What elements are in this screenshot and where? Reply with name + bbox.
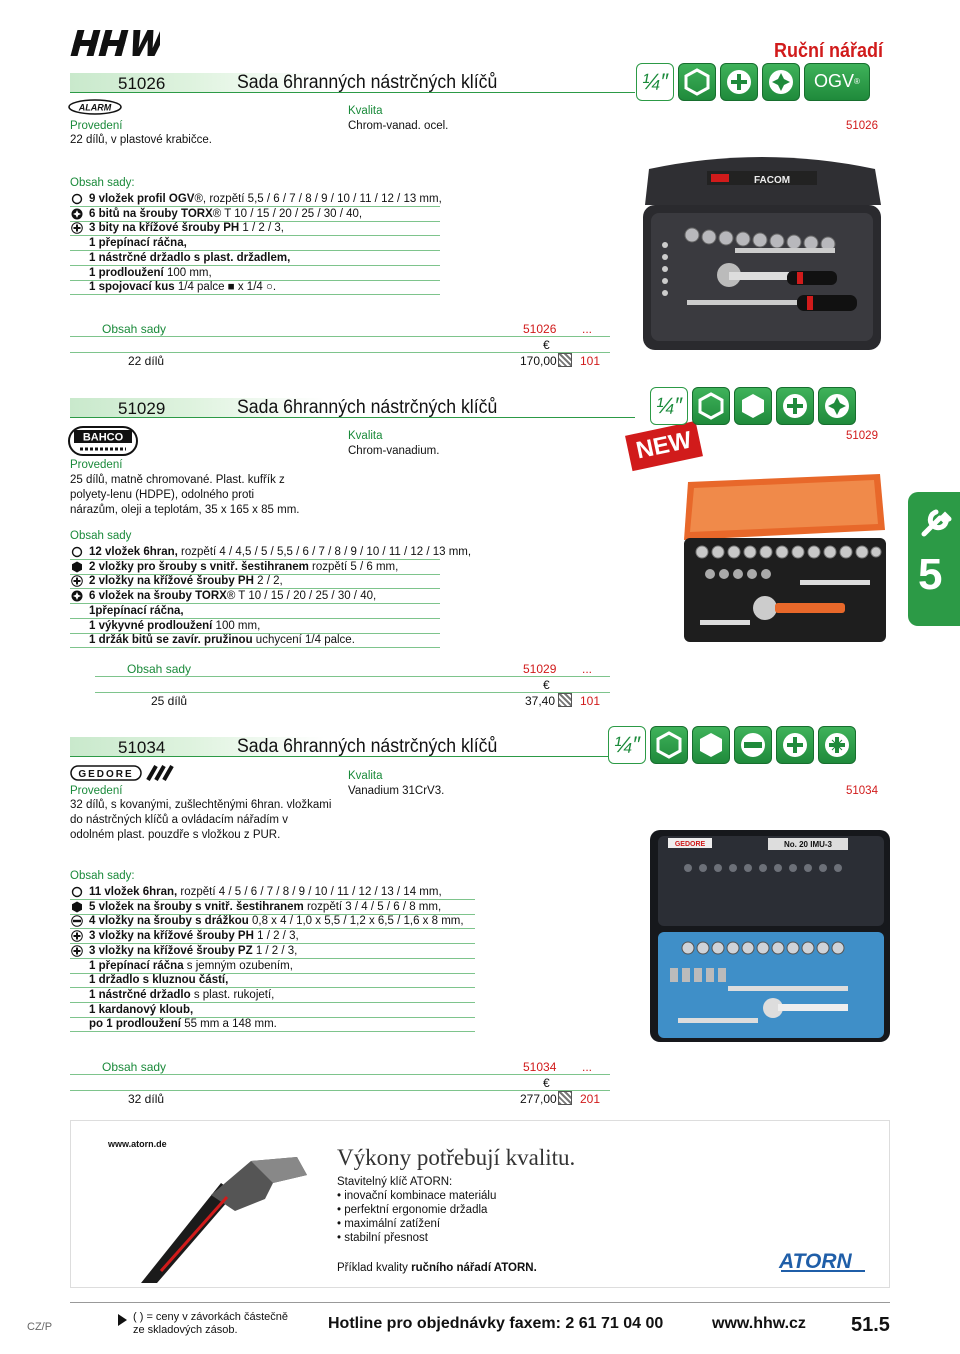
contents-item-rest: 2 / 2, <box>253 575 283 588</box>
hex-socket-icon <box>692 387 730 425</box>
price-group: 101 <box>580 694 601 708</box>
chapter-tab <box>908 492 960 626</box>
bahco-logo <box>68 426 138 456</box>
price: 170,00 <box>520 354 557 368</box>
contents-item-bold: 9 vložek profil OGV <box>89 193 195 205</box>
contents-item-rest: 0,8 x 4 / 1,0 x 5,5 / 1,2 x 6,5 / 1,6 x 8 mm, <box>248 915 464 928</box>
hex-solid-icon <box>734 387 772 425</box>
contents-item-bold: 6 bitů na šrouby TORX <box>89 207 213 220</box>
contents-item-rest: rozpětí 3 / 4 / 5 / 6 / 8 mm, <box>303 900 442 913</box>
facom-case-photo <box>637 145 887 355</box>
divider <box>70 1090 610 1091</box>
contents-item-rest: s plast. rukojetí, <box>190 988 275 1001</box>
contents-item-bold: 1 přepínací ráčna, <box>89 237 187 250</box>
contents-item-rest: 1/4 palce ■ x 1/4 ○. <box>174 281 277 294</box>
contents-item <box>70 900 475 915</box>
product-title: Sada 6hranných nástrčných klíčů <box>237 72 498 93</box>
contents-item <box>70 280 440 295</box>
product-title: Sada 6hranných nástrčných klíčů <box>237 736 498 757</box>
price-head: Obsah sady <box>102 1060 167 1074</box>
contents-item-bold: 11 vložek 6hran, <box>89 886 178 898</box>
contents-item <box>70 207 440 222</box>
contents-item-rest: 1 / 2 / 3, <box>252 944 298 957</box>
contents-item <box>70 619 440 634</box>
divider <box>95 692 610 693</box>
contents-item <box>70 944 475 959</box>
svg-text:BAHCO: BAHCO <box>82 431 124 444</box>
contents-item <box>70 633 440 648</box>
quarter-inch-icon: ¼″ <box>608 726 646 764</box>
kvalita-label: Kvalita <box>348 430 383 442</box>
page-number: 51.5 <box>851 1314 890 1336</box>
divider <box>95 676 610 677</box>
contents-item-bold: 2 vložky pro šrouby s vnitř. šestihranem <box>89 560 309 573</box>
contents-item-bold: 1 držák bitů se zavír. pružinou <box>89 634 253 647</box>
provedeni-text: 22 dílů, v plastové krabičce. <box>70 134 212 146</box>
phillips-icon <box>776 726 814 764</box>
page-footer <box>0 1308 960 1348</box>
price-code: 51029 <box>523 662 557 676</box>
discount-icon <box>558 353 572 367</box>
price-dots: ... <box>582 322 593 336</box>
website: www.hhw.cz <box>712 1315 806 1332</box>
contents-item-bold: 1 přepínací ráčna <box>89 959 184 972</box>
contents-item <box>70 885 475 900</box>
hex-icon <box>71 561 83 573</box>
contents-item-bold: 5 vložek na šrouby s vnitř. šestihranem <box>89 900 304 913</box>
kvalita-label: Kvalita <box>348 105 383 117</box>
new-badge: NEW <box>625 421 703 471</box>
contents-item-bold: 1 nástrčné držadlo <box>89 988 191 1001</box>
contents-item <box>70 959 475 974</box>
contents-item <box>70 589 440 604</box>
contents-item <box>70 914 475 929</box>
gedore-logo <box>70 765 180 781</box>
kvalita-value: Chrom-vanadium. <box>348 445 440 457</box>
contents-item-bold: 1 držadlo s kluznou částí, <box>89 974 229 987</box>
arrow-icon <box>118 1314 127 1326</box>
svg-text:ALARM: ALARM <box>78 102 112 113</box>
contents-item-bold: 1 kardanový kloub, <box>89 1003 194 1016</box>
provedeni-label: Provedení <box>70 459 123 471</box>
ring-icon <box>71 193 83 205</box>
contents-item <box>70 251 440 266</box>
section-title: Ruční nářadí <box>774 40 884 62</box>
quarter-inch-icon: ¼″ <box>650 387 688 425</box>
svg-text:FACOM: FACOM <box>753 175 791 186</box>
product-title: Sada 6hranných nástrčných klíčů <box>237 397 498 418</box>
right-code: 51034 <box>846 785 878 797</box>
contents-item-rest: 100 mm, <box>212 619 261 632</box>
price-code: 51034 <box>523 1060 557 1074</box>
svg-text:GEDORE: GEDORE <box>78 769 134 780</box>
phillips-icon <box>776 387 814 425</box>
phillips-icon <box>71 222 83 234</box>
alarm-logo <box>68 99 122 115</box>
hex-socket-icon <box>678 63 716 101</box>
contents-item <box>70 560 440 575</box>
contents-item <box>70 236 440 251</box>
price-head: Obsah sady <box>102 322 167 336</box>
contents-label: Obsah sady: <box>70 870 135 882</box>
icon-row <box>650 387 856 425</box>
contents-item-rest: s jemným ozubením, <box>183 959 293 972</box>
contents-label: Obsah sady: <box>70 177 135 189</box>
provedeni-label: Provedení <box>70 785 123 797</box>
phillips-icon <box>71 945 83 957</box>
price-dots: ... <box>582 662 593 676</box>
contents-item <box>70 988 475 1003</box>
contents-item-rest: rozpětí 4 / 5 / 6 / 7 / 8 / 9 / 10 / 11 / 12 / 13 / 14 mm, <box>177 886 442 898</box>
ring-icon <box>71 546 83 558</box>
article-number: 51029 <box>118 399 166 418</box>
ad-sub: Stavitelný klíč ATORN: <box>337 1176 453 1188</box>
hex-solid-icon <box>692 726 730 764</box>
phillips-icon <box>71 575 83 587</box>
contents-item-rest: uchycení 1/4 palce. <box>252 634 355 647</box>
contents-item-bold: 3 bity na křížové šrouby PH <box>89 222 240 235</box>
provedeni-text: 25 dílů, matně chromované. Plast. kufřík z polyety-lenu (HDPE), odolného proti nárazům, oleji a teplotám, 35 x 165 x 85 mm. <box>70 474 300 516</box>
provedeni-label: Provedení <box>70 120 123 132</box>
contents-item <box>70 1017 475 1032</box>
wrench-image <box>101 1153 321 1285</box>
price-group: 101 <box>580 354 601 368</box>
contents-item-bold: 1přepínací ráčna, <box>89 604 184 617</box>
slot-icon <box>734 726 772 764</box>
contents-item <box>70 221 440 236</box>
right-code: 51029 <box>846 430 878 442</box>
contents-item-rest: 1 / 2 / 3, <box>253 930 299 943</box>
pieces: 32 dílů <box>128 1092 165 1106</box>
contents-item <box>70 266 440 281</box>
contents-item-bold: 4 vložky na šrouby s drážkou <box>89 915 249 928</box>
footer-note: ( ) = ceny v závorkách částečně ze skladových zásob. <box>133 1311 288 1336</box>
torx-icon <box>818 387 856 425</box>
quarter-inch-icon: ¼″ <box>636 63 674 101</box>
hex-socket-icon <box>650 726 688 764</box>
icon-row <box>636 63 870 101</box>
contents-item-bold: 3 vložky na křížové šrouby PH <box>89 930 254 943</box>
kvalita-value: Vanadium 31CrV3. <box>348 785 445 797</box>
contents-item-rest: 1 / 2 / 3, <box>239 222 284 235</box>
discount-icon <box>558 1091 572 1105</box>
contents-item <box>70 929 475 944</box>
bahco-case-photo <box>680 470 890 648</box>
provedeni-text: 32 dílů, s kovanými, zušlechtěnými 6hran. vložkami do nástrčných klíčů a ovládacím nářadím v odolném plast. pouzdře s vložkou z PUR. <box>70 799 332 841</box>
torx-icon <box>71 208 83 220</box>
ogv-icon: OGV ® <box>804 63 870 101</box>
contents-item-bold: 6 vložek na šrouby TORX <box>89 590 227 603</box>
contents-item-bold: 12 vložek 6hran, <box>89 546 178 558</box>
pozidriv-icon <box>818 726 856 764</box>
contents-item <box>70 604 440 619</box>
contents-item-rest: 100 mm, <box>163 266 212 279</box>
currency: € <box>543 1076 550 1090</box>
price-group: 201 <box>580 1092 601 1106</box>
svg-text:ATORN: ATORN <box>779 1250 852 1273</box>
divider <box>70 352 610 353</box>
contents-item-rest: rozpětí 4 / 4,5 / 5 / 5,5 / 6 / 7 / 8 / 9 / 10 / 11 / 12 / 13 mm, <box>177 546 472 558</box>
chapter-number: 5 <box>918 550 943 599</box>
ad-bullet: • inovační kombinace materiálu <box>337 1190 497 1202</box>
divider <box>70 336 610 337</box>
ad-example-bold: ručního nářadí ATORN. <box>411 1262 537 1274</box>
contents-item <box>70 1003 475 1018</box>
contents-item-rest: 55 mm a 148 mm. <box>181 1018 277 1031</box>
ad-bullet: • maximální zatížení <box>337 1218 441 1230</box>
gedore-case-photo <box>648 828 893 1046</box>
phillips-icon <box>71 930 83 942</box>
contents-item-rest: ®, rozpětí 5,5 / 6 / 7 / 8 / 9 / 10 / 11 / 12 / 13 mm, <box>194 193 442 205</box>
contents-item <box>70 192 440 207</box>
price-dots: ... <box>582 1060 593 1074</box>
right-code: 51026 <box>846 120 878 132</box>
currency: € <box>543 678 550 692</box>
contents-item-bold: po 1 prodloužení <box>89 1018 181 1031</box>
price: 37,40 <box>525 694 556 708</box>
kvalita-label: Kvalita <box>348 770 383 782</box>
hotline: Hotline pro objednávky faxem: 2 61 71 04 00 <box>328 1315 664 1332</box>
torx-icon <box>762 63 800 101</box>
price-code: 51026 <box>523 322 557 336</box>
ad-example-pre: Příklad kvality <box>337 1262 412 1274</box>
footer-rule <box>70 1302 890 1303</box>
contents-item-bold: 3 vložky na křížové šrouby PZ <box>89 944 253 957</box>
article-number: 51034 <box>118 738 166 757</box>
contents-item <box>70 973 475 988</box>
atorn-advert <box>70 1120 890 1288</box>
contents-item-rest: ® T 10 / 15 / 20 / 25 / 30 / 40, <box>212 207 363 220</box>
icon-row <box>608 726 856 764</box>
article-number: 51026 <box>118 74 166 93</box>
contents-item-rest: ® T 10 / 15 / 20 / 25 / 30 / 40, <box>226 590 377 603</box>
divider <box>70 1074 610 1075</box>
contents-item-bold: 2 vložky na křížové šrouby PH <box>89 575 254 588</box>
contents-item-bold: 1 prodloužení <box>89 266 164 279</box>
ad-headline: Výkony potřebují kvalitu. <box>337 1145 576 1170</box>
contents-item <box>70 574 440 589</box>
contents-item-bold: 1 spojovací kus <box>89 281 175 294</box>
kvalita-value: Chrom-vanad. ocel. <box>348 120 449 132</box>
contents-item-bold: 1 nástrčné držadlo s plast. držadlem, <box>89 251 291 264</box>
contents-label: Obsah sady <box>70 530 132 542</box>
price: 277,00 <box>520 1092 557 1106</box>
pieces: 22 dílů <box>128 354 165 368</box>
ad-example <box>337 1261 537 1276</box>
svg-text:GEDORE: GEDORE <box>674 841 706 848</box>
phillips-icon <box>720 63 758 101</box>
contents-item <box>70 545 472 560</box>
pieces: 25 dílů <box>151 694 188 708</box>
ad-url: www.atorn.de <box>108 1139 167 1149</box>
currency: € <box>543 338 550 352</box>
contents-item-bold: 1 výkyvné prodloužení <box>89 619 213 632</box>
ring-icon <box>71 886 83 898</box>
ad-bullet: • stabilní přesnost <box>337 1232 428 1244</box>
atorn-logo <box>777 1249 872 1273</box>
hex-icon <box>71 901 83 913</box>
svg-text:No. 20 IMU-3: No. 20 IMU-3 <box>783 840 833 849</box>
hhw-logo <box>70 28 160 58</box>
price-head: Obsah sady <box>127 662 192 676</box>
slot-icon <box>71 915 83 927</box>
torx-icon <box>71 590 83 602</box>
ad-bullet: • perfektní ergonomie držadla <box>337 1204 488 1216</box>
contents-item-rest: rozpětí 5 / 6 mm, <box>308 560 399 573</box>
discount-icon <box>558 693 572 707</box>
country-code: CZ/P <box>27 1321 53 1333</box>
